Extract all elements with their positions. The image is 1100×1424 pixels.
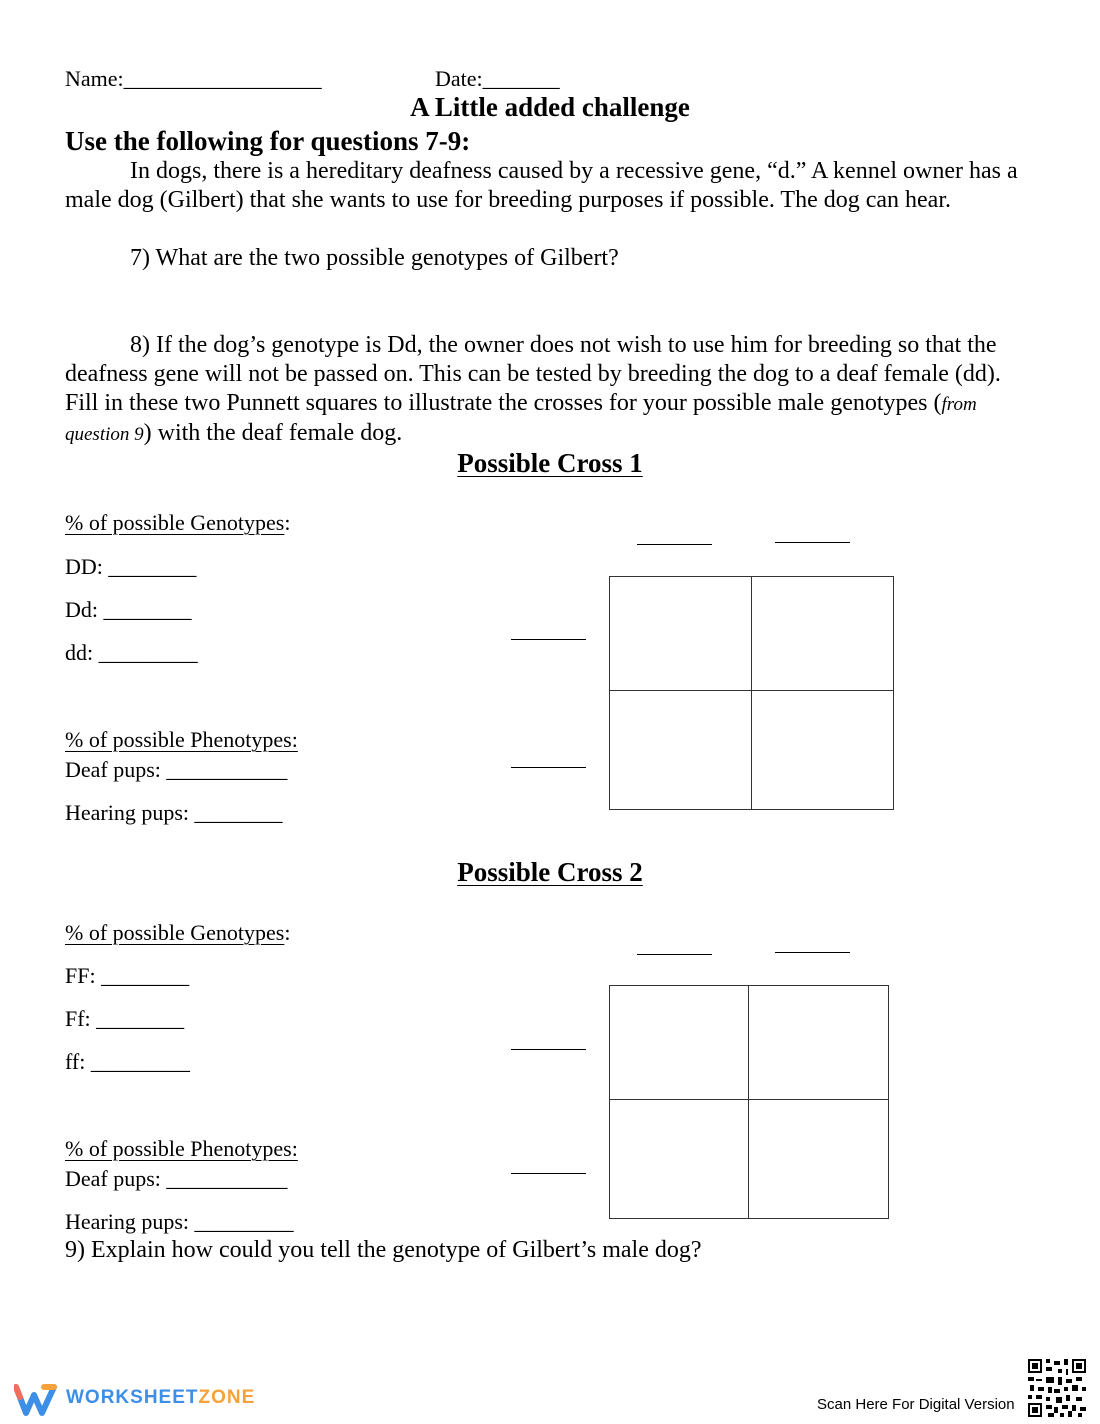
cross-2-punnett-divider-vertical xyxy=(748,985,749,1219)
worksheet-title: A Little added challenge xyxy=(410,92,690,122)
question-8-text-after: ) with the deaf female dog. xyxy=(143,420,403,446)
cross-2-genotype-1: FF: ________ xyxy=(65,963,190,988)
cross-2-genotypes-heading xyxy=(65,918,290,947)
cross-2-title: Possible Cross 2 xyxy=(457,857,643,887)
cross-2-punnett-divider-horizontal xyxy=(609,1099,889,1100)
cross-1-punnett-divider-horizontal xyxy=(609,690,894,691)
worksheetzone-brand xyxy=(66,1387,255,1409)
qr-code-icon[interactable] xyxy=(1028,1359,1086,1417)
cross-2-hearing-pups: Hearing pups: _________ xyxy=(65,1209,294,1234)
cross-1-genotypes-heading xyxy=(65,508,290,537)
cross-2-genotype-3: ff: _________ xyxy=(65,1049,190,1074)
cross-1-genotypes-colon: : xyxy=(284,510,291,535)
cross-2-deaf-pups: Deaf pups: ___________ xyxy=(65,1166,288,1191)
cross-2-top-allele-blank-2 xyxy=(775,952,850,953)
cross-1-genotypes-heading-text: % of possible Genotypes xyxy=(65,510,285,535)
cross-1-side-allele-blank-1 xyxy=(511,639,586,640)
question-8-text-before: 8) If the dog’s genotype is Dd, the owner does not wish to use him for breeding so that the deafness gene will not be passed on. This can be tested by breeding the dog to a deaf female (dd). Fill in these two Punnett squares to illustrate the crosses for your possible male genotypes ( xyxy=(65,332,1001,416)
scan-digital-version-text: Scan Here For Digital Version xyxy=(817,1396,1015,1413)
cross-1-side-allele-blank-2 xyxy=(511,767,586,768)
cross-1-genotype-1: DD: ________ xyxy=(65,554,197,579)
cross-1-genotype-3: dd: _________ xyxy=(65,640,198,665)
cross-1-hearing-pups: Hearing pups: ________ xyxy=(65,800,283,825)
cross-2-punnett-square xyxy=(609,985,889,1219)
brand-part-1: WORKSHEET xyxy=(66,1387,199,1408)
cross-1-top-allele-blank-1 xyxy=(637,544,712,545)
question-8 xyxy=(65,331,1037,449)
question-7: 7) What are the two possible genotypes of Gilbert? xyxy=(130,245,619,271)
cross-1-deaf-pups: Deaf pups: ___________ xyxy=(65,757,288,782)
section-heading: Use the following for questions 7-9: xyxy=(65,126,471,156)
cross-2-genotypes-colon: : xyxy=(284,920,291,945)
question-8-italic: from question 9 xyxy=(65,394,977,445)
question-9: 9) Explain how could you tell the genotype of Gilbert’s male dog? xyxy=(65,1237,702,1263)
cross-1-punnett-divider-vertical xyxy=(751,576,752,810)
cross-2-genotypes-heading-text: % of possible Genotypes xyxy=(65,920,285,945)
cross-1-top-allele-blank-2 xyxy=(775,542,850,543)
name-field-label: Name:__________________ xyxy=(65,66,322,91)
cross-2-phenotypes-heading: % of possible Phenotypes: xyxy=(65,1136,298,1161)
cross-2-top-allele-blank-1 xyxy=(637,954,712,955)
worksheetzone-logo-icon xyxy=(14,1383,62,1417)
cross-1-genotype-2: Dd: ________ xyxy=(65,597,192,622)
cross-1-title: Possible Cross 1 xyxy=(457,448,643,478)
intro-paragraph: In dogs, there is a hereditary deafness caused by a recessive gene, “d.” A kennel owner has a male dog (Gilbert) that she wants to use for breeding purposes if possible. The dog can hear. xyxy=(65,158,1018,213)
date-field-label: Date:_______ xyxy=(435,66,560,91)
cross-2-side-allele-blank-2 xyxy=(511,1173,586,1174)
cross-2-side-allele-blank-1 xyxy=(511,1049,586,1050)
brand-part-2: ZONE xyxy=(198,1387,256,1408)
cross-1-phenotypes-heading: % of possible Phenotypes: xyxy=(65,727,298,752)
cross-2-genotype-2: Ff: ________ xyxy=(65,1006,185,1031)
